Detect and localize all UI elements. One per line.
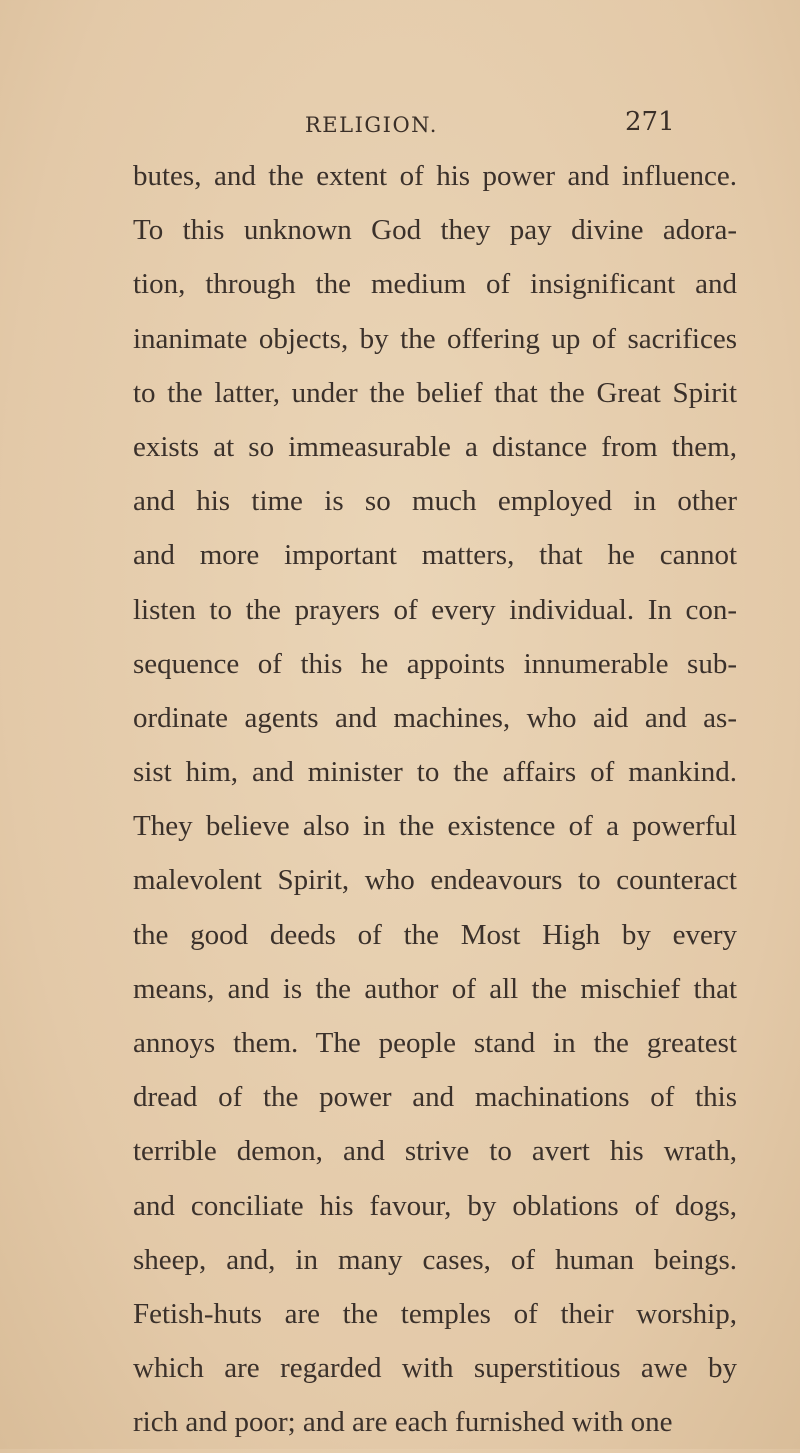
page-header — [0, 107, 800, 147]
text-line: and conciliate his favour, by oblations of dogs, — [133, 1189, 737, 1222]
text-line: means, and is the author of all the mischief that — [133, 972, 737, 1005]
text-line: listen to the prayers of every individual. In con- — [133, 593, 737, 626]
text-line: terrible demon, and strive to avert his wrath, — [133, 1135, 737, 1168]
text-line: and his time is so much employed in other — [133, 485, 737, 518]
text-line: to the latter, under the belief that the Great Spirit — [133, 376, 737, 409]
body-text — [133, 152, 737, 1453]
text-line: which are regarded with superstitious awe by — [133, 1352, 737, 1385]
text-line: ordinate agents and machines, who aid and as- — [133, 701, 737, 734]
text-line: To this unknown God they pay divine adora- — [133, 214, 737, 247]
text-line: rich and poor; and are each furnished with one — [133, 1406, 673, 1439]
text-line: and more important matters, that he cannot — [133, 539, 737, 572]
running-head: RELIGION. — [305, 113, 438, 137]
text-line: sheep, and, in many cases, of human beings. — [133, 1243, 737, 1276]
text-line: malevolent Spirit, who endeavours to counteract — [133, 864, 737, 897]
text-line: butes, and the extent of his power and influence. — [133, 160, 737, 192]
text-line: sequence of this he appoints innumerable sub- — [133, 647, 737, 680]
text-line: exists at so immeasurable a distance from them, — [133, 430, 737, 463]
text-line: inanimate objects, by the offering up of sacrifices — [133, 322, 737, 355]
page-number: 271 — [625, 107, 675, 137]
text-line: sist him, and minister to the affairs of mankind. — [133, 756, 737, 789]
text-line: tion, through the medium of insignificant and — [133, 268, 737, 301]
text-line: the good deeds of the Most High by every — [133, 918, 737, 951]
text-line: annoys them. The people stand in the greatest — [133, 1027, 737, 1059]
text-line: They believe also in the existence of a powerful — [133, 810, 737, 843]
text-line: dread of the power and machinations of this — [133, 1081, 737, 1114]
text-line: Fetish-huts are the temples of their worship, — [133, 1297, 737, 1330]
